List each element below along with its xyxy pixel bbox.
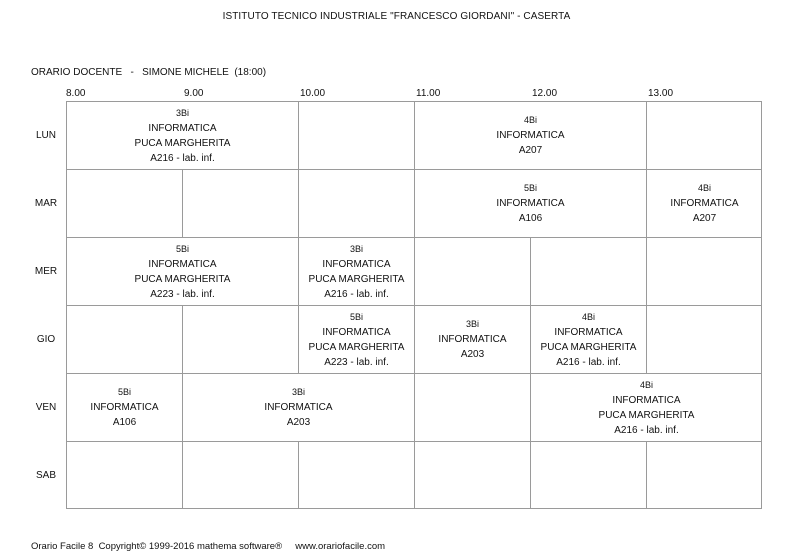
grid-line xyxy=(530,441,531,509)
lesson-block xyxy=(531,374,762,441)
lesson-line: INFORMATICA xyxy=(438,334,507,345)
lesson-line: INFORMATICA xyxy=(496,130,565,141)
lesson-class: 3Bi xyxy=(465,319,479,329)
lesson-block xyxy=(67,102,298,169)
grid-line xyxy=(298,169,299,237)
lesson-class: 4Bi xyxy=(581,311,595,322)
lesson-line: A207 xyxy=(692,213,717,224)
lesson-line: A106 xyxy=(112,417,137,428)
lesson-line: A106 xyxy=(518,213,543,224)
lesson-line: INFORMATICA xyxy=(264,402,333,413)
grid-line xyxy=(646,237,647,305)
grid-line xyxy=(182,305,183,373)
lesson-line: A207 xyxy=(518,145,543,156)
grid-line xyxy=(298,101,299,169)
lesson-line: A216 - lab. inf. xyxy=(556,356,621,368)
lesson-line: PUCA MARGHERITA xyxy=(134,273,231,285)
lesson-block xyxy=(67,238,298,305)
lesson-block xyxy=(415,102,646,169)
day-label: MER xyxy=(34,266,58,277)
day-label: LUN xyxy=(35,130,56,141)
lesson-line: PUCA MARGHERITA xyxy=(134,137,231,149)
lesson-line: PUCA MARGHERITA xyxy=(598,409,695,421)
grid-line xyxy=(530,237,531,305)
hour-label: 11.00 xyxy=(416,88,441,99)
day-label: VEN xyxy=(35,402,57,413)
lesson-block xyxy=(67,374,182,441)
lesson-class: 5Bi xyxy=(175,243,189,254)
lesson-block xyxy=(299,306,414,373)
lesson-line: A223 - lab. inf. xyxy=(324,356,389,368)
lesson-line: INFORMATICA xyxy=(322,258,391,270)
lesson-line: INFORMATICA xyxy=(670,198,739,209)
lesson-line: A216 - lab. inf. xyxy=(614,424,679,436)
lesson-line: INFORMATICA xyxy=(148,258,217,270)
grid-line xyxy=(67,441,761,442)
grid-line xyxy=(414,373,415,441)
footer-copyright: Orario Facile 8 Copyright© 1999-2016 mathema software® www.orariofacile.com xyxy=(31,541,386,552)
lesson-line: INFORMATICA xyxy=(90,402,159,413)
lesson-line: INFORMATICA xyxy=(612,394,681,406)
day-label: GIO xyxy=(36,334,56,345)
lesson-line: A223 - lab. inf. xyxy=(150,288,215,300)
grid-line xyxy=(67,305,761,306)
lesson-line: A216 - lab. inf. xyxy=(150,152,215,164)
lesson-class: 5Bi xyxy=(523,183,537,193)
lesson-block xyxy=(647,170,762,237)
hour-label: 8.00 xyxy=(66,88,86,99)
lesson-block xyxy=(531,306,646,373)
grid-line xyxy=(646,101,647,169)
lesson-class: 4Bi xyxy=(639,379,653,390)
lesson-block xyxy=(415,306,530,373)
day-label: SAB xyxy=(35,470,56,481)
grid-line xyxy=(182,441,183,509)
lesson-line: INFORMATICA xyxy=(322,326,391,338)
lesson-block xyxy=(415,170,646,237)
lesson-class: 3Bi xyxy=(349,243,363,254)
lesson-line: A216 - lab. inf. xyxy=(324,288,389,300)
lesson-block xyxy=(299,238,414,305)
lesson-class: 4Bi xyxy=(697,183,711,193)
lesson-line: INFORMATICA xyxy=(148,122,217,134)
grid-line xyxy=(182,169,183,237)
lesson-line: A203 xyxy=(460,349,485,360)
grid-line xyxy=(414,237,415,305)
hour-label: 9.00 xyxy=(184,88,204,99)
lesson-line: INFORMATICA xyxy=(496,198,565,209)
grid-line xyxy=(646,305,647,373)
grid-line xyxy=(298,441,299,509)
lesson-class: 4Bi xyxy=(523,115,537,125)
hour-label: 12.00 xyxy=(532,88,558,99)
grid-line xyxy=(646,441,647,509)
lesson-block xyxy=(183,374,414,441)
lesson-class: 3Bi xyxy=(175,107,189,118)
lesson-line: INFORMATICA xyxy=(554,326,623,338)
teacher-schedule-header: ORARIO DOCENTE - SIMONE MICHELE (18:00) xyxy=(31,67,267,78)
day-label: MAR xyxy=(34,198,58,209)
lesson-line: A203 xyxy=(286,417,311,428)
school-title: ISTITUTO TECNICO INDUSTRIALE "FRANCESCO GIORDANI" - CASERTA xyxy=(222,11,571,22)
lesson-class: 5Bi xyxy=(117,387,131,397)
lesson-line: PUCA MARGHERITA xyxy=(540,341,637,353)
hour-label: 13.00 xyxy=(648,88,674,99)
hour-label: 10.00 xyxy=(300,88,326,99)
grid-line xyxy=(414,441,415,509)
lesson-line: PUCA MARGHERITA xyxy=(308,273,405,285)
timetable-grid xyxy=(66,101,762,509)
lesson-line: PUCA MARGHERITA xyxy=(308,341,405,353)
lesson-class: 3Bi xyxy=(291,387,305,397)
lesson-class: 5Bi xyxy=(349,311,363,322)
